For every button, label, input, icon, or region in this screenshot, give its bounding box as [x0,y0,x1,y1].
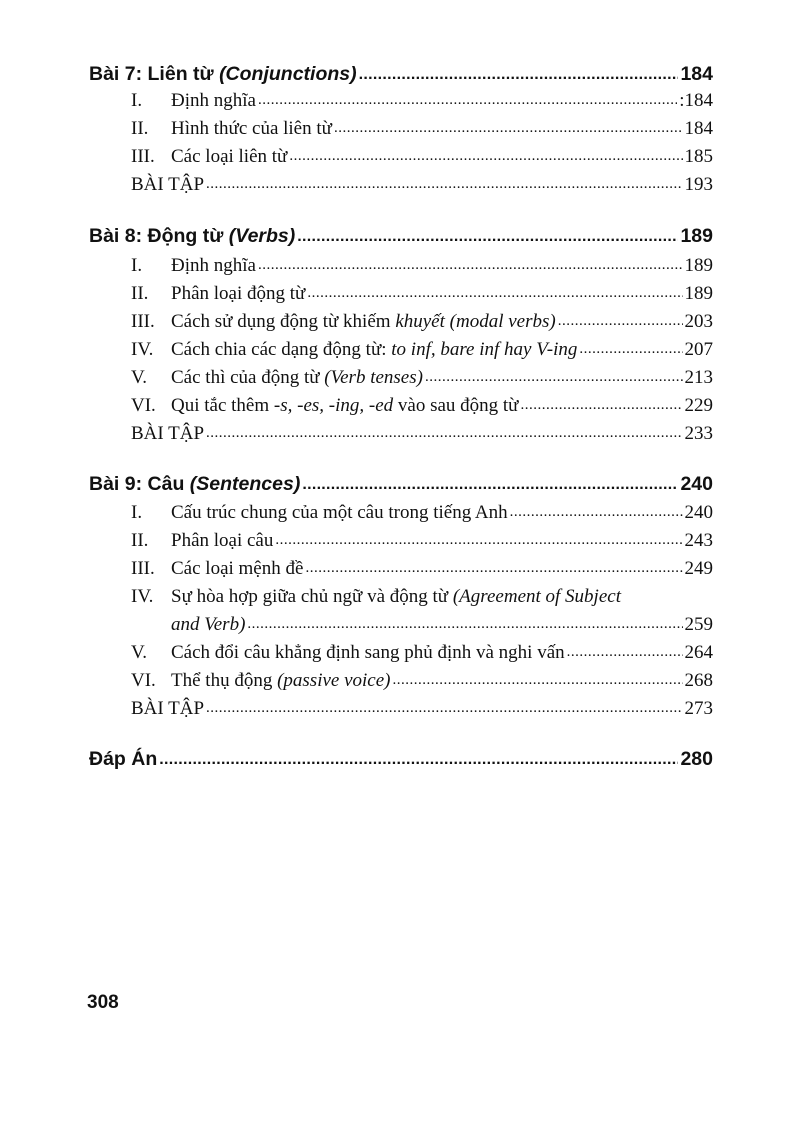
entry-text-italic: (passive voice) [277,670,391,691]
toc-entry [131,333,713,361]
entry-page: 189 [684,255,713,276]
entry-text [171,367,423,389]
entry-page: 268 [684,670,713,691]
toc-entry [131,524,713,552]
dot-leader [275,533,682,552]
entry-text-italic: and Verb) [171,614,246,635]
entry-page: 233 [684,423,713,444]
entry-text: Phân loại câu [171,530,274,551]
toc-entry-exercises [131,692,713,720]
entry-text: Cấu trúc chung của một câu trong tiếng Anh [171,502,508,523]
entry-number: II. [131,530,149,551]
dot-leader [510,505,683,524]
entry-page: 184 [684,118,713,139]
dot-leader [558,314,683,333]
dot-leader [334,121,683,140]
toc-entry [131,305,713,333]
dot-leader [520,398,682,417]
entry-text: Hình thức của liên từ [171,118,332,139]
dot-leader [579,342,682,361]
entry-text: BÀI TẬP [131,423,205,444]
dot-leader [393,673,683,692]
toc-entry [131,112,713,140]
entry-text [171,311,556,333]
entry-number: V. [131,642,148,663]
chapter-page: 280 [680,748,713,770]
entry-text [171,339,577,361]
dot-leader [206,701,682,720]
toc-entry [131,277,713,305]
toc-entry-continuation [131,608,713,636]
dot-leader [302,477,678,496]
entry-text: Định nghĩa [171,255,256,276]
entry-page: 185 [684,146,713,167]
toc-entry-exercises [131,417,713,445]
entry-page: 193 [684,174,713,195]
toc-entry [131,496,713,524]
entry-text-part: Thể thụ động [171,670,278,691]
entry-number: III. [131,311,155,332]
chapter-title-en: (Sentences) [189,473,301,495]
dot-leader [425,370,683,389]
page-number: 308 [87,992,119,1013]
chapter-title: Bài 7: Liên từ [89,63,214,85]
entry-page: 243 [684,530,713,551]
entry-page: 229 [684,395,713,416]
entry-text-italic: to inf, bare inf hay V-ing [391,339,578,360]
entry-text-part: Sự hòa hợp giữa chủ ngữ và động từ [171,586,453,607]
entry-number: IV. [131,339,154,360]
dot-leader [297,229,678,248]
toc-entry [131,580,713,608]
entry-page: 240 [684,502,713,523]
entry-text-italic: (Verb tenses) [324,367,423,388]
dot-leader [206,177,682,196]
entry-text-italic: (Agreement of Subject [452,586,621,607]
dot-leader [258,258,683,277]
dot-leader [307,286,682,305]
chapter-title: Bài 9: Câu [89,473,185,495]
entry-text-part: Cách sử dụng động từ khiếm [171,311,396,332]
toc-entry-exercises [131,168,713,196]
chapter-page: 240 [680,473,713,495]
entry-text: Định nghĩa [171,90,256,111]
entry-number: I. [131,502,143,523]
toc-entry [131,664,713,692]
chapter-heading-9 [89,466,713,496]
toc-entry [131,636,713,664]
entry-number: III. [131,558,155,579]
entry-text: Các loại liên từ [171,146,288,167]
dot-leader [206,426,682,445]
dot-leader [258,93,677,112]
chapter-page: 189 [680,225,713,247]
entry-text [171,395,518,417]
entry-number: I. [131,255,143,276]
chapter-heading-8 [89,218,713,248]
entry-page: 203 [684,311,713,332]
entry-text-part: vào sau động từ [393,395,519,416]
entry-page: :184 [679,90,713,111]
entry-number: V. [131,367,148,388]
dot-leader [159,752,678,771]
entry-number: I. [131,90,143,111]
chapter-heading-7 [89,56,713,86]
dot-leader [289,149,682,168]
entry-number: VI. [131,670,156,691]
entry-text: Các loại mệnh đề [171,558,304,579]
entry-text [171,614,245,636]
chapter-page: 184 [680,63,713,85]
entry-page: 273 [684,698,713,719]
entry-text-italic: khuyết (modal verbs) [395,311,556,332]
toc-entry [131,389,713,417]
entry-page: 249 [684,558,713,579]
chapter-title: Bài 8: Động từ [89,225,224,247]
dot-leader [247,617,682,636]
chapter-title: Đáp Án [89,748,158,770]
entry-page: 207 [684,339,713,360]
toc-entry [131,552,713,580]
entry-number: IV. [131,586,154,607]
entry-page: 259 [684,614,713,635]
entry-number: VI. [131,395,156,416]
chapter-heading-answers [89,741,713,771]
entry-number: II. [131,118,149,139]
entry-page: 213 [684,367,713,388]
entry-text-part: Cách chia các dạng động từ: [171,339,392,360]
toc-entry [131,84,713,112]
toc-entry [131,249,713,277]
toc-entry [131,140,713,168]
entry-text: Cách đổi câu khẳng định sang phủ định và nghi vấn [171,642,565,663]
dot-leader [567,645,683,664]
entry-text [171,586,621,608]
entry-text-part: Các thì của động từ [171,367,325,388]
entry-number: II. [131,283,149,304]
chapter-title-en: (Verbs) [228,225,296,247]
entry-text [171,670,391,692]
entry-text-italic: -s, -es, -ing, -ed [273,395,394,416]
entry-text-part: Qui tắc thêm [171,395,274,416]
toc-entry [131,361,713,389]
entry-text: Phân loại động từ [171,283,306,304]
dot-leader [305,561,682,580]
entry-page: 189 [684,283,713,304]
entry-text: BÀI TẬP [131,698,205,719]
entry-text: BÀI TẬP [131,174,205,195]
entry-page: 264 [684,642,713,663]
entry-number: III. [131,146,155,167]
chapter-title-en: (Conjunctions) [219,63,357,85]
